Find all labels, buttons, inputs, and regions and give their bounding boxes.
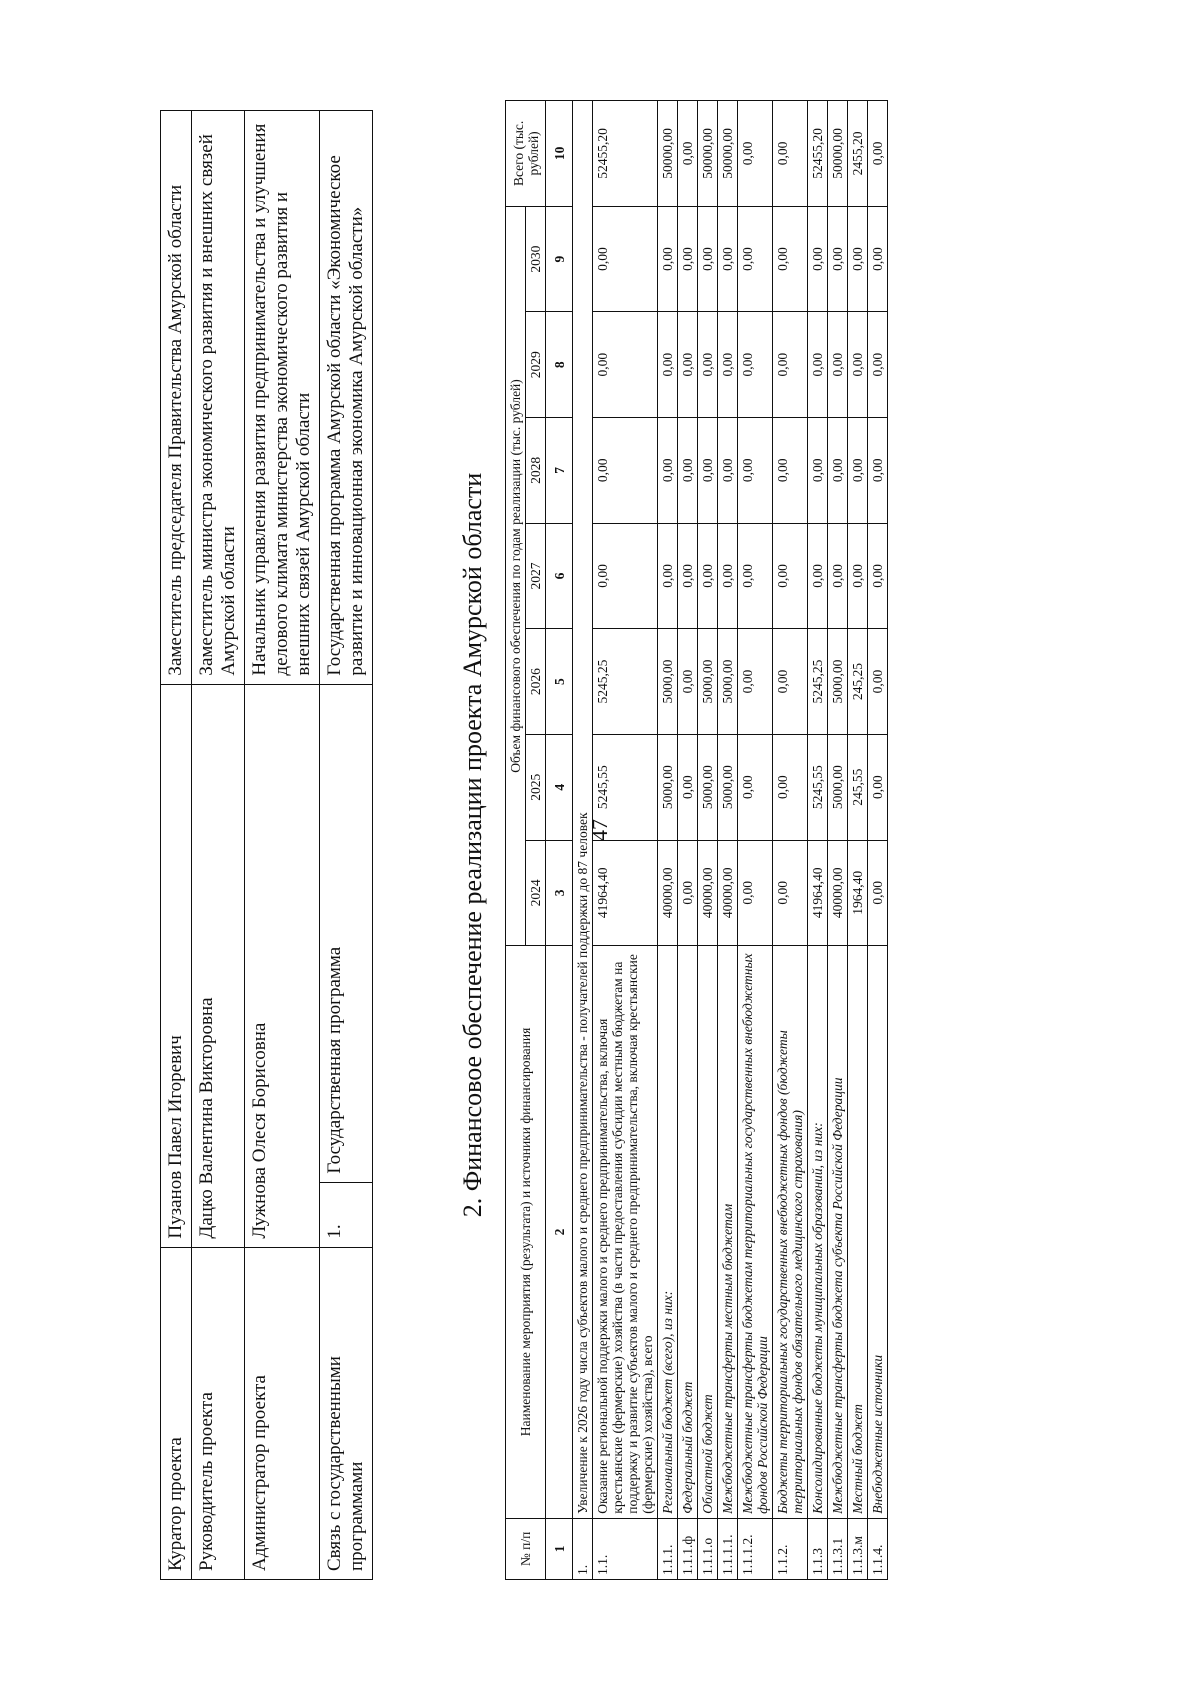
row-value: 0,00 (678, 734, 698, 840)
header-volume: Объем финансового обеспечения по годам реализации (тыс. рублей) (506, 206, 526, 945)
row-name: Межбюджетные трансферты местным бюджетам (718, 946, 738, 1519)
row-name: Внебюджетные источники (868, 946, 888, 1519)
row-value: 0,00 (848, 418, 868, 524)
row-value: 0,00 (658, 523, 678, 629)
row-value: 0,00 (738, 418, 773, 524)
row-value: 0,00 (738, 840, 773, 946)
column-index: 4 (546, 734, 573, 840)
role-person: Лужнова Олеся Борисовна (245, 684, 320, 1247)
row-value: 0,00 (718, 206, 738, 312)
role-position: Заместитель министра экономического развития и внешних связей Амурской области (192, 111, 245, 685)
row-value: 0,00 (868, 734, 888, 840)
row-value: 0,00 (738, 629, 773, 735)
role-label: Руководитель проекта (192, 1247, 245, 1579)
row-value: 0,00 (868, 312, 888, 418)
row-value: 5000,00 (828, 734, 848, 840)
row-value: 40000,00 (698, 840, 718, 946)
column-index: 9 (546, 206, 573, 312)
row-value: 0,00 (738, 312, 773, 418)
row-value: 0,00 (593, 206, 658, 312)
row-value: 0,00 (773, 523, 808, 629)
role-person: Дацко Валентина Викторовна (192, 684, 245, 1247)
goal-row (573, 101, 593, 1580)
row-value: 0,00 (808, 418, 828, 524)
rotated-page-content (160, 50, 1180, 1580)
row-value: 5245,25 (808, 629, 828, 735)
row-value: 0,00 (868, 206, 888, 312)
row-value: 0,00 (808, 312, 828, 418)
row-num: 1.1.1.о (698, 1518, 718, 1579)
table-row (848, 101, 868, 1580)
column-index: 10 (546, 101, 573, 207)
column-index: 7 (546, 418, 573, 524)
row-value: 0,00 (593, 523, 658, 629)
row-value: 52455,20 (593, 101, 658, 207)
row-value: 0,00 (773, 734, 808, 840)
row-value: 0,00 (773, 629, 808, 735)
row-value: 0,00 (848, 523, 868, 629)
row-value: 41964,40 (808, 840, 828, 946)
row-value: 0,00 (698, 523, 718, 629)
row-num: 1.1.4. (868, 1518, 888, 1579)
row-value: 0,00 (828, 312, 848, 418)
row-num: 1.1.1.2. (738, 1518, 773, 1579)
row-value: 5000,00 (698, 629, 718, 735)
row-value: 5245,55 (808, 734, 828, 840)
row-name: Оказание региональной поддержки малого и среднего предпринимательства, включая крестьянские (фермерские) хозяйства (в части предоставления субсидии местным бюджетам на поддержку и развитие субъектов малого и среднего предпринимательства, включая крестьянские (фермерские) хозяйства), всего (593, 946, 658, 1519)
role-label: Куратор проекта (161, 1247, 192, 1579)
row-value: 0,00 (828, 523, 848, 629)
row-value: 245,25 (848, 629, 868, 735)
row-num: 1.1.1. (658, 1518, 678, 1579)
table-row (808, 101, 828, 1580)
row-value: 0,00 (773, 312, 808, 418)
role-row (161, 111, 192, 1580)
role-person: Пузанов Павел Игоревич (161, 684, 192, 1247)
programs-link-name: Государственная программа Амурской области «Экономическое развитие и инновационная экономика Амурской области» (320, 111, 373, 685)
row-value: 50000,00 (718, 101, 738, 207)
column-index: 3 (546, 840, 573, 946)
header-year: 2027 (526, 523, 546, 629)
row-value: 0,00 (868, 523, 888, 629)
header-year: 2026 (526, 629, 546, 735)
role-row (192, 111, 245, 1580)
column-index-row (546, 101, 573, 1580)
row-name: Местный бюджет (848, 946, 868, 1519)
header-year: 2029 (526, 312, 546, 418)
row-value: 5245,25 (593, 629, 658, 735)
row-value: 245,55 (848, 734, 868, 840)
row-value: 0,00 (678, 523, 698, 629)
row-num: 1.1.1.ф (678, 1518, 698, 1579)
row-value: 0,00 (868, 629, 888, 735)
row-value: 1964,40 (848, 840, 868, 946)
row-value: 0,00 (678, 101, 698, 207)
row-value: 0,00 (738, 523, 773, 629)
table-row (868, 101, 888, 1580)
row-num: 1.1.3.1 (828, 1518, 848, 1579)
programs-link-type: Государственная программа (320, 684, 373, 1182)
row-value: 5000,00 (718, 734, 738, 840)
row-value: 0,00 (773, 418, 808, 524)
row-name: Областной бюджет (698, 946, 718, 1519)
row-name: Региональный бюджет (всего), из них: (658, 946, 678, 1519)
row-value: 0,00 (678, 206, 698, 312)
table-row (773, 101, 808, 1580)
row-value: 41964,40 (593, 840, 658, 946)
header-year: 2025 (526, 734, 546, 840)
row-value: 0,00 (828, 206, 848, 312)
row-value: 0,00 (828, 418, 848, 524)
row-value: 0,00 (678, 629, 698, 735)
role-label: Администратор проекта (245, 1247, 320, 1579)
row-value: 0,00 (718, 523, 738, 629)
row-name: Межбюджетные трансферты бюджета субъекта Российской Федерации (828, 946, 848, 1519)
row-value: 40000,00 (828, 840, 848, 946)
row-value: 0,00 (698, 206, 718, 312)
programs-link-row (320, 111, 373, 1580)
table-row (738, 101, 773, 1580)
row-value: 5000,00 (718, 629, 738, 735)
row-name: Бюджеты территориальных государственных внебюджетных фондов (бюджеты территориальных фондов обязательного медицинского страхования) (773, 946, 808, 1519)
header-year: 2030 (526, 206, 546, 312)
row-value: 0,00 (868, 101, 888, 207)
row-value: 5000,00 (828, 629, 848, 735)
table-row (718, 101, 738, 1580)
header-year: 2024 (526, 840, 546, 946)
row-value: 5245,55 (593, 734, 658, 840)
page-number: 47 (587, 819, 612, 841)
row-num: 1.1.3 (808, 1518, 828, 1579)
row-value: 0,00 (773, 206, 808, 312)
row-value: 0,00 (593, 312, 658, 418)
role-row (245, 111, 320, 1580)
row-value: 5000,00 (658, 629, 678, 735)
row-value: 0,00 (868, 840, 888, 946)
row-value: 52455,20 (808, 101, 828, 207)
row-value: 0,00 (658, 206, 678, 312)
row-name: Федеральный бюджет (678, 946, 698, 1519)
row-value: 0,00 (698, 312, 718, 418)
row-value: 0,00 (808, 523, 828, 629)
row-value: 0,00 (718, 312, 738, 418)
row-value: 0,00 (658, 312, 678, 418)
row-value: 0,00 (808, 206, 828, 312)
row-value: 0,00 (848, 206, 868, 312)
row-value: 0,00 (678, 418, 698, 524)
row-value: 0,00 (773, 101, 808, 207)
row-num: 1.1.2. (773, 1518, 808, 1579)
header-year: 2028 (526, 418, 546, 524)
project-roles-body (161, 111, 373, 1580)
programs-link-label: Связь с государственными программами (320, 1247, 373, 1579)
row-value: 0,00 (678, 840, 698, 946)
row-value: 5000,00 (658, 734, 678, 840)
column-index: 8 (546, 312, 573, 418)
row-name: Консолидированные бюджеты муниципальных образований, из них: (808, 946, 828, 1519)
financing-table (505, 100, 888, 1580)
row-num: 1.1.1.1. (718, 1518, 738, 1579)
row-value: 0,00 (678, 312, 698, 418)
row-value: 0,00 (593, 418, 658, 524)
goal-text: Увеличение к 2026 году числа субъектов малого и среднего предпринимательства - получателей поддержки до 87 человек (573, 101, 593, 1519)
table-row (658, 101, 678, 1580)
row-value: 40000,00 (658, 840, 678, 946)
table-row (698, 101, 718, 1580)
project-roles-table (160, 110, 373, 1580)
column-index: 2 (546, 946, 573, 1519)
header-num: № п/п (506, 1518, 546, 1579)
table-row (678, 101, 698, 1580)
row-value: 0,00 (718, 418, 738, 524)
row-value: 50000,00 (828, 101, 848, 207)
row-value: 0,00 (658, 418, 678, 524)
table-row (593, 101, 658, 1580)
role-position: Начальник управления развития предпринимательства и улучшения делового климата министерства экономического развития и внешних связей Амурской области (245, 111, 320, 685)
row-value: 0,00 (698, 418, 718, 524)
row-value: 40000,00 (718, 840, 738, 946)
row-value: 2455,20 (848, 101, 868, 207)
row-value: 0,00 (773, 840, 808, 946)
row-num: 1.1.3.м (848, 1518, 868, 1579)
section-title: 2. Финансовое обеспечение реализации проекта Амурской области (458, 472, 487, 1218)
financing-body (546, 101, 888, 1580)
header-total: Всего (тыс. рублей) (506, 101, 546, 207)
goal-num: 1. (573, 1518, 593, 1579)
column-index: 6 (546, 523, 573, 629)
row-name: Межбюджетные трансферты бюджетам территориальных государственных внебюджетных фондов Российской Федерации (738, 946, 773, 1519)
table-row (828, 101, 848, 1580)
row-value: 0,00 (868, 418, 888, 524)
row-value: 0,00 (738, 206, 773, 312)
row-value: 50000,00 (658, 101, 678, 207)
row-value: 50000,00 (698, 101, 718, 207)
programs-link-num: 1. (320, 1182, 373, 1247)
row-num: 1.1. (593, 1518, 658, 1579)
column-index: 5 (546, 629, 573, 735)
header-name: Наименование мероприятия (результата) и источники финансирования (506, 946, 546, 1519)
row-value: 0,00 (848, 312, 868, 418)
row-value: 5000,00 (698, 734, 718, 840)
role-position: Заместитель председателя Правительства Амурской области (161, 111, 192, 685)
row-value: 0,00 (738, 101, 773, 207)
row-value: 0,00 (738, 734, 773, 840)
column-index: 1 (546, 1518, 573, 1579)
